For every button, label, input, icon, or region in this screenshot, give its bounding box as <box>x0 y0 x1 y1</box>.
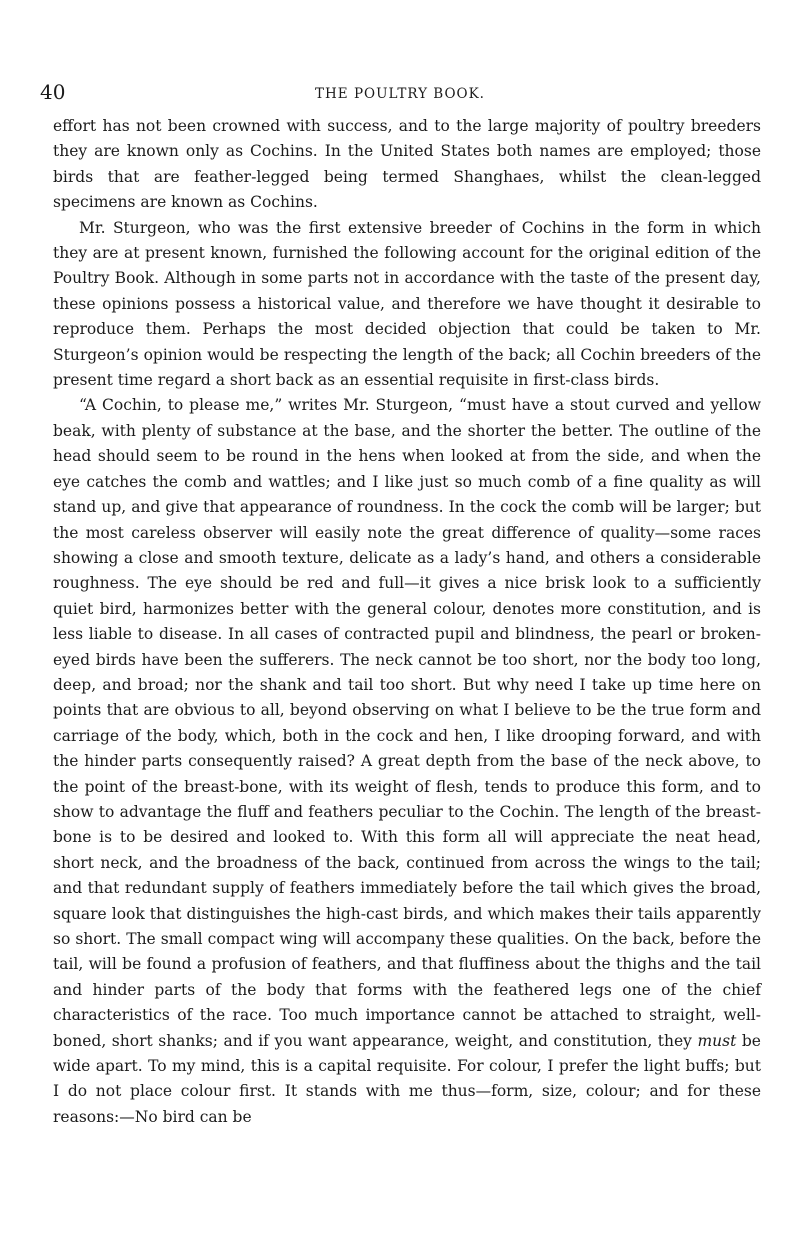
running-title: THE POULTRY BOOK. <box>315 86 485 102</box>
page-header <box>40 80 760 106</box>
body-text <box>53 114 761 1130</box>
paragraph-3 <box>53 393 761 1130</box>
paragraph-2: Mr. Sturgeon, who was the first extensive breeder of Cochins in the form in which they are at present known, furnished the following account for the original edition of the Poultry Book. Although in some parts not in accordance with the taste of the present day, these opinions possess a historical value, and therefore we have thought it desirable to reproduce them. Perhaps the most decided objection that could be taken to Mr. Sturgeon’s opinion would be respecting the length of the back; all Cochin breeders of the present time regard a short back as an essential requisite in first-class birds. <box>53 218 761 390</box>
emphasis-must: must <box>697 1031 737 1050</box>
paragraph-3-text-a: “A Cochin, to please me,” writes Mr. Sturgeon, “must have a stout curved and yellow beak, with plenty of substance at the base, and the shorter the better. The outline of the head should seem to be round in the hens when looked at from the side, and when the eye catches the comb and wattles; and I like just so much comb of a fine quality as will stand up, and give that appearance of roundness. In the cock the comb will be larger; but the most careless observer will easily note the great difference of quality—some races showing a close and smooth texture, delicate as a lady’s hand, and others a considerable roughness. The eye should be red and full—it gives a nice brisk look to a sufficiently quiet bird, harmonizes better with the general colour, denotes more constitution, and is less liable to disease. In all cases of contracted pupil and blindness, the pearl or broken-eyed birds have been the sufferers. The neck cannot be too short, nor the body too long, deep, and broad; nor the shank and tail too short. But why need I take up time here on points that are obvious to all, beyond observing on what I believe to be the true form and carriage of the body, which, both in the cock and hen, I like drooping forward, and with the hinder parts consequently raised? A great depth from the base of the neck above, to the point of the breast-bone, with its weight of flesh, tends to produce this form, and to show to advantage the fluff and feathers peculiar to the Cochin. The length of the breast-bone is to be desired and looked to. With this form all will appreciate the neat head, short neck, and the broadness of the back, continued from across the wings to the tail; and that redundant supply of feathers immediately before the tail which gives the broad, square look that distinguishes the high-cast birds, and which makes their tails apparently so short. The small compact wing will accompany these qualities. On the back, before the tail, will be found a profusion of feathers, and that fluffiness about the thighs and the tail and hinder parts of the body that forms with the feathered legs one of the chief characteristics of the race. Too much importance cannot be attached to straight, well-boned, short shanks; and if you want appearance, weight, and constitution, they <box>53 396 761 1050</box>
paragraph-3-text-b: be wide apart. To my mind, this is a capital requisite. For colour, I prefer the light buffs; but I do not place colour first. It stands with me thus—form, size, colour; and for these reasons:—No bird can be <box>53 1031 761 1126</box>
paragraph-1: effort has not been crowned with success, and to the large majority of poultry breeders they are known only as Cochins. In the United States both names are employed; those birds that are feather-legged being termed Shanghaes, whilst the clean-legged specimens are known as Cochins. <box>53 117 761 212</box>
page-number: 40 <box>40 80 66 104</box>
